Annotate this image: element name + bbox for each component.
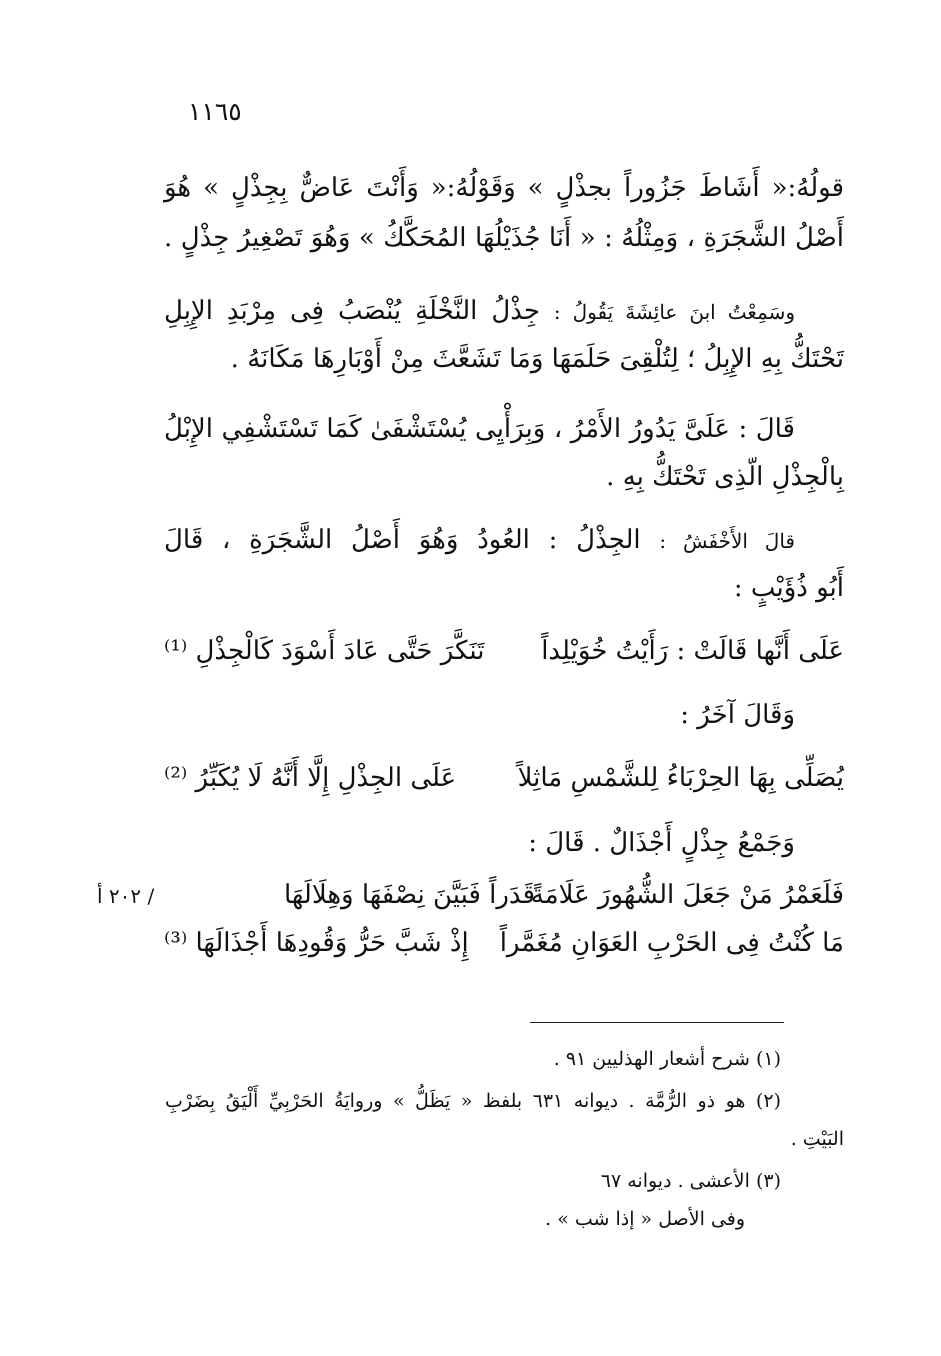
paragraph-4-line-1 — [164, 515, 795, 566]
page-number: ١١٦٥ — [188, 97, 242, 126]
paragraph-3-line-2: بِالْجِذْلِ الّذِى تَحْتَكُّ بِهِ . — [606, 462, 844, 492]
paragraph-1-line-2: أَصْلُ الشَّجَرَةِ ، وَمِثْلُهُ : « أَنَا جُذَيْلُهَا المُحَكَّكُ » وَهُوَ تَصْغِيرُ جِذْلٍ . — [164, 223, 844, 253]
footnote-separator — [530, 1022, 784, 1023]
footnote-2-line-1: (٢) هو ذو الرُّمَّة . ديوانه ٦٣١ بلفظ « يَظَلُّ » وروايَةُ الحَرْبِيِّ أَلْيَقُ بِضَرْبِ — [165, 1090, 781, 1112]
footnote-3-line-1: (٣) الأعشى . ديوانه ٦٧ — [600, 1170, 781, 1192]
footnote-1: (١) شرح أشعار الهذليين ٩١ . — [553, 1048, 781, 1070]
verse-4 — [164, 918, 844, 968]
paragraph-2-line-1 — [164, 286, 795, 337]
verse-1 — [164, 626, 844, 676]
paragraph-1-line-1: قولُهُ:« أَشَاطَ جَزُوراً بجذْلٍ » وَقَوْلُهُ:« وَأَنْتَ عَاضٌّ بِجِذْلٍ » هُوَ — [164, 173, 844, 203]
paragraph-3-line-1: قَالَ : عَلَىَّ يَدُورُ الأَمْرُ ، وَبِرَأْيِى يُسْتَشْفَىٰ كَمَا تَسْتَشْفِي الإِبْلُ — [164, 414, 795, 444]
verse-2-second-hemistich: عَلَى الجِذْلِ إِلَّا أَنَّهُ لَا يُكَبِّرُ ⁽²⁾ — [164, 763, 457, 793]
footnote-3-line-2: وفى الأصل « إذا شب » . — [545, 1208, 745, 1230]
manuscript-folio-ref: / ٢٠٢ أ — [97, 884, 155, 908]
verse-4-first-hemistich: مَا كُنْتُ فِى الحَرْبِ العَوَانِ مُغَمَّراً — [499, 928, 844, 958]
paragraph-2-line-2: تَحْتَكُّ بِهِ الإِبِلُ ؛ لِتُلْقِىَ حَلَمَهَا وَمَا تَشَعَّثَ مِنْ أَوْبَارِهَا مَكَانَهُ . — [230, 344, 844, 374]
verse-3-second-hemistich: قَدَراً فَبَيَّنَ نِصْفَهَا وَهِلَالَهَا — [284, 880, 536, 910]
verse-1-first-hemistich: عَلَى أَنَّها قَالَتْ : رَأَيْتُ خُوَيْلِداً — [541, 636, 844, 666]
verse-3-first-hemistich: فَلَعَمْرُ مَنْ جَعَلَ الشُّهُورَ عَلَامَةً — [530, 880, 844, 910]
verse-2 — [164, 753, 844, 803]
paragraph-4-lead: قالَ الأَخْفَشُ : — [659, 529, 795, 553]
paragraph-4-rest: الجِذْلُ : العُودُ وَهُوَ أَصْلُ الشَّجَرَةِ ، قَالَ — [164, 525, 660, 555]
paragraph-6: وَجَمْعُ جِذْلٍ أَجْذَالٌ . قَالَ : — [528, 828, 795, 858]
footnote-2-line-2: البَيْتِ . — [790, 1128, 844, 1150]
verse-1-second-hemistich: تَنَكَّرَ حَتَّى عَادَ أَسْوَدَ كَالْجِذْلِ ⁽¹⁾ — [164, 636, 485, 666]
paragraph-4-line-2: أَبُو ذُؤَيْبٍ : — [733, 573, 844, 603]
verse-3 — [164, 870, 844, 920]
paragraph-2-lead: وسَمِعْتُ ابنَ عائِشَةَ يَقُولُ : — [553, 300, 795, 324]
verse-4-second-hemistich: إِذْ شَبَّ حَرُّ وَقُودِهَا أَجْذَالَهَا ⁽³⁾ — [164, 928, 469, 958]
paragraph-5: وَقَالَ آخَرُ : — [680, 700, 795, 730]
paragraph-2-rest: جِذْلُ النَّخْلَةِ يُنْصَبُ فِى مِرْبَدِ الإِبِلِ — [164, 296, 554, 326]
verse-2-first-hemistich: يُصَلِّى بِهَا الحِرْبَاءُ لِلشَّمْسِ مَاثِلاً — [517, 763, 844, 793]
